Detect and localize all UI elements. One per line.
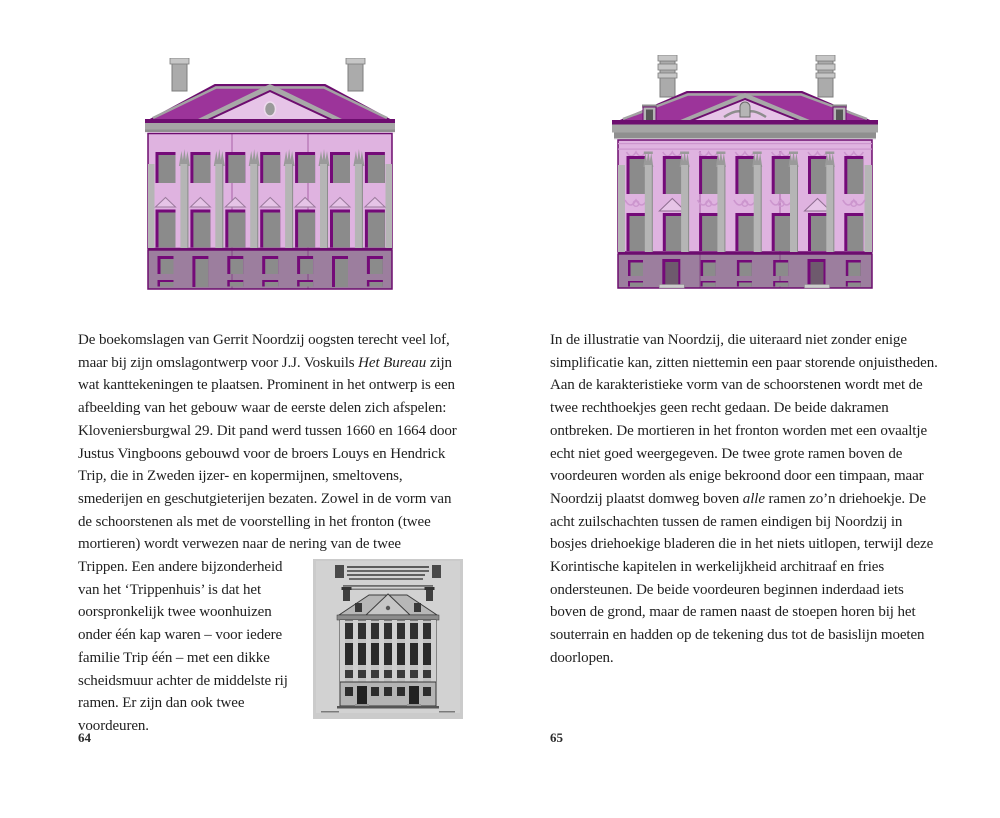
basement (148, 248, 392, 289)
basement (618, 252, 872, 288)
trippenhuis-engraving-drawing (313, 559, 463, 719)
left-paragraph-pre: De boekomslagen van Gerrit Noordzij oogsten terecht veel lof, maar bij zijn omslagontwerp voor J.J. Voskuils (78, 332, 450, 371)
accurate-building-drawing (612, 55, 878, 291)
left-paragraph-part1 (78, 329, 463, 556)
right-paragraph (550, 329, 938, 670)
left-paragraph-part2 (78, 556, 463, 738)
left-paragraph-wrap: Trippen. Een andere bijzonderheid van het ‘Trippenhuis’ is dat het oorspronkelijk twee woonhuizen onder één kap waren – voor iedere familie Trip één – met een dikke scheidsmuur achter de middelste rij ramen. Er zijn dan ook twee voordeuren. (78, 559, 288, 734)
engraving-image (313, 559, 463, 727)
right-paragraph-post: ramen zo’n driehoekje. De acht zuilschachten tussen de ramen eindigen bij Noordzij in bosjes driehoekige bladeren die in het niets uitlopen, terwijl deze Korintische kapitelen in werkelijkheid architraaf en fries ondersteunen. De beide voordeuren beginnen inderdaad iets boven de grond, maar de ramen naast de stoepen horen bij het souterrain en hadden op de tekening dus tot de basislijn moeten doorlopen. (550, 490, 934, 666)
facade (618, 140, 872, 252)
right-paragraph-pre: In de illustratie van Noordzij, die uiteraard niet zonder enige simplificatie kan, zitten niettemin een paar storende onjuistheden. Aan de karakteristieke vorm van de schoorstenen wordt met de twee rechthoekjes geen recht gedaan. De beide dakramen ontbreken. De mortieren in het fronton worden met een ovaaltje echt niet goed weergegeven. De twee grote ramen boven de voordeuren worden als enige bekroond door een timpaan, maar Noordzij plaatst domweg boven (550, 332, 938, 507)
noordzij-illustration (145, 58, 395, 297)
page-number-right: 65 (550, 730, 563, 745)
facade (148, 134, 392, 249)
left-paragraph-post: zijn wat kanttekeningen te plaatsen. Prominent in het ontwerp is een afbeelding van het gebouw waar de eerste delen zich afspelen: Kloveniersburgwal 29. Dit pand werd tussen 1660 en 1664 door Justus Vingboons gebouwd voor de broers Louys en Hendrick Trip, die in Zweden ijzer- en kopermijnen, smeltovens, smederijen en geschutgieterijen bezaten. Zowel in de vorm van de schoorstenen als met de voorstelling in het fronton (twee mortieren) wordt verwezen naar de nering van de twee (78, 354, 457, 553)
chimneys-banded (658, 55, 835, 97)
noordzij-building-drawing (145, 58, 395, 292)
left-page-text (78, 329, 463, 738)
accurate-illustration (612, 55, 878, 296)
right-page-text (550, 329, 938, 670)
book-title-italic: Het Bureau (358, 354, 427, 371)
alle-italic: alle (742, 490, 765, 507)
page-number-left: 64 (78, 730, 91, 745)
